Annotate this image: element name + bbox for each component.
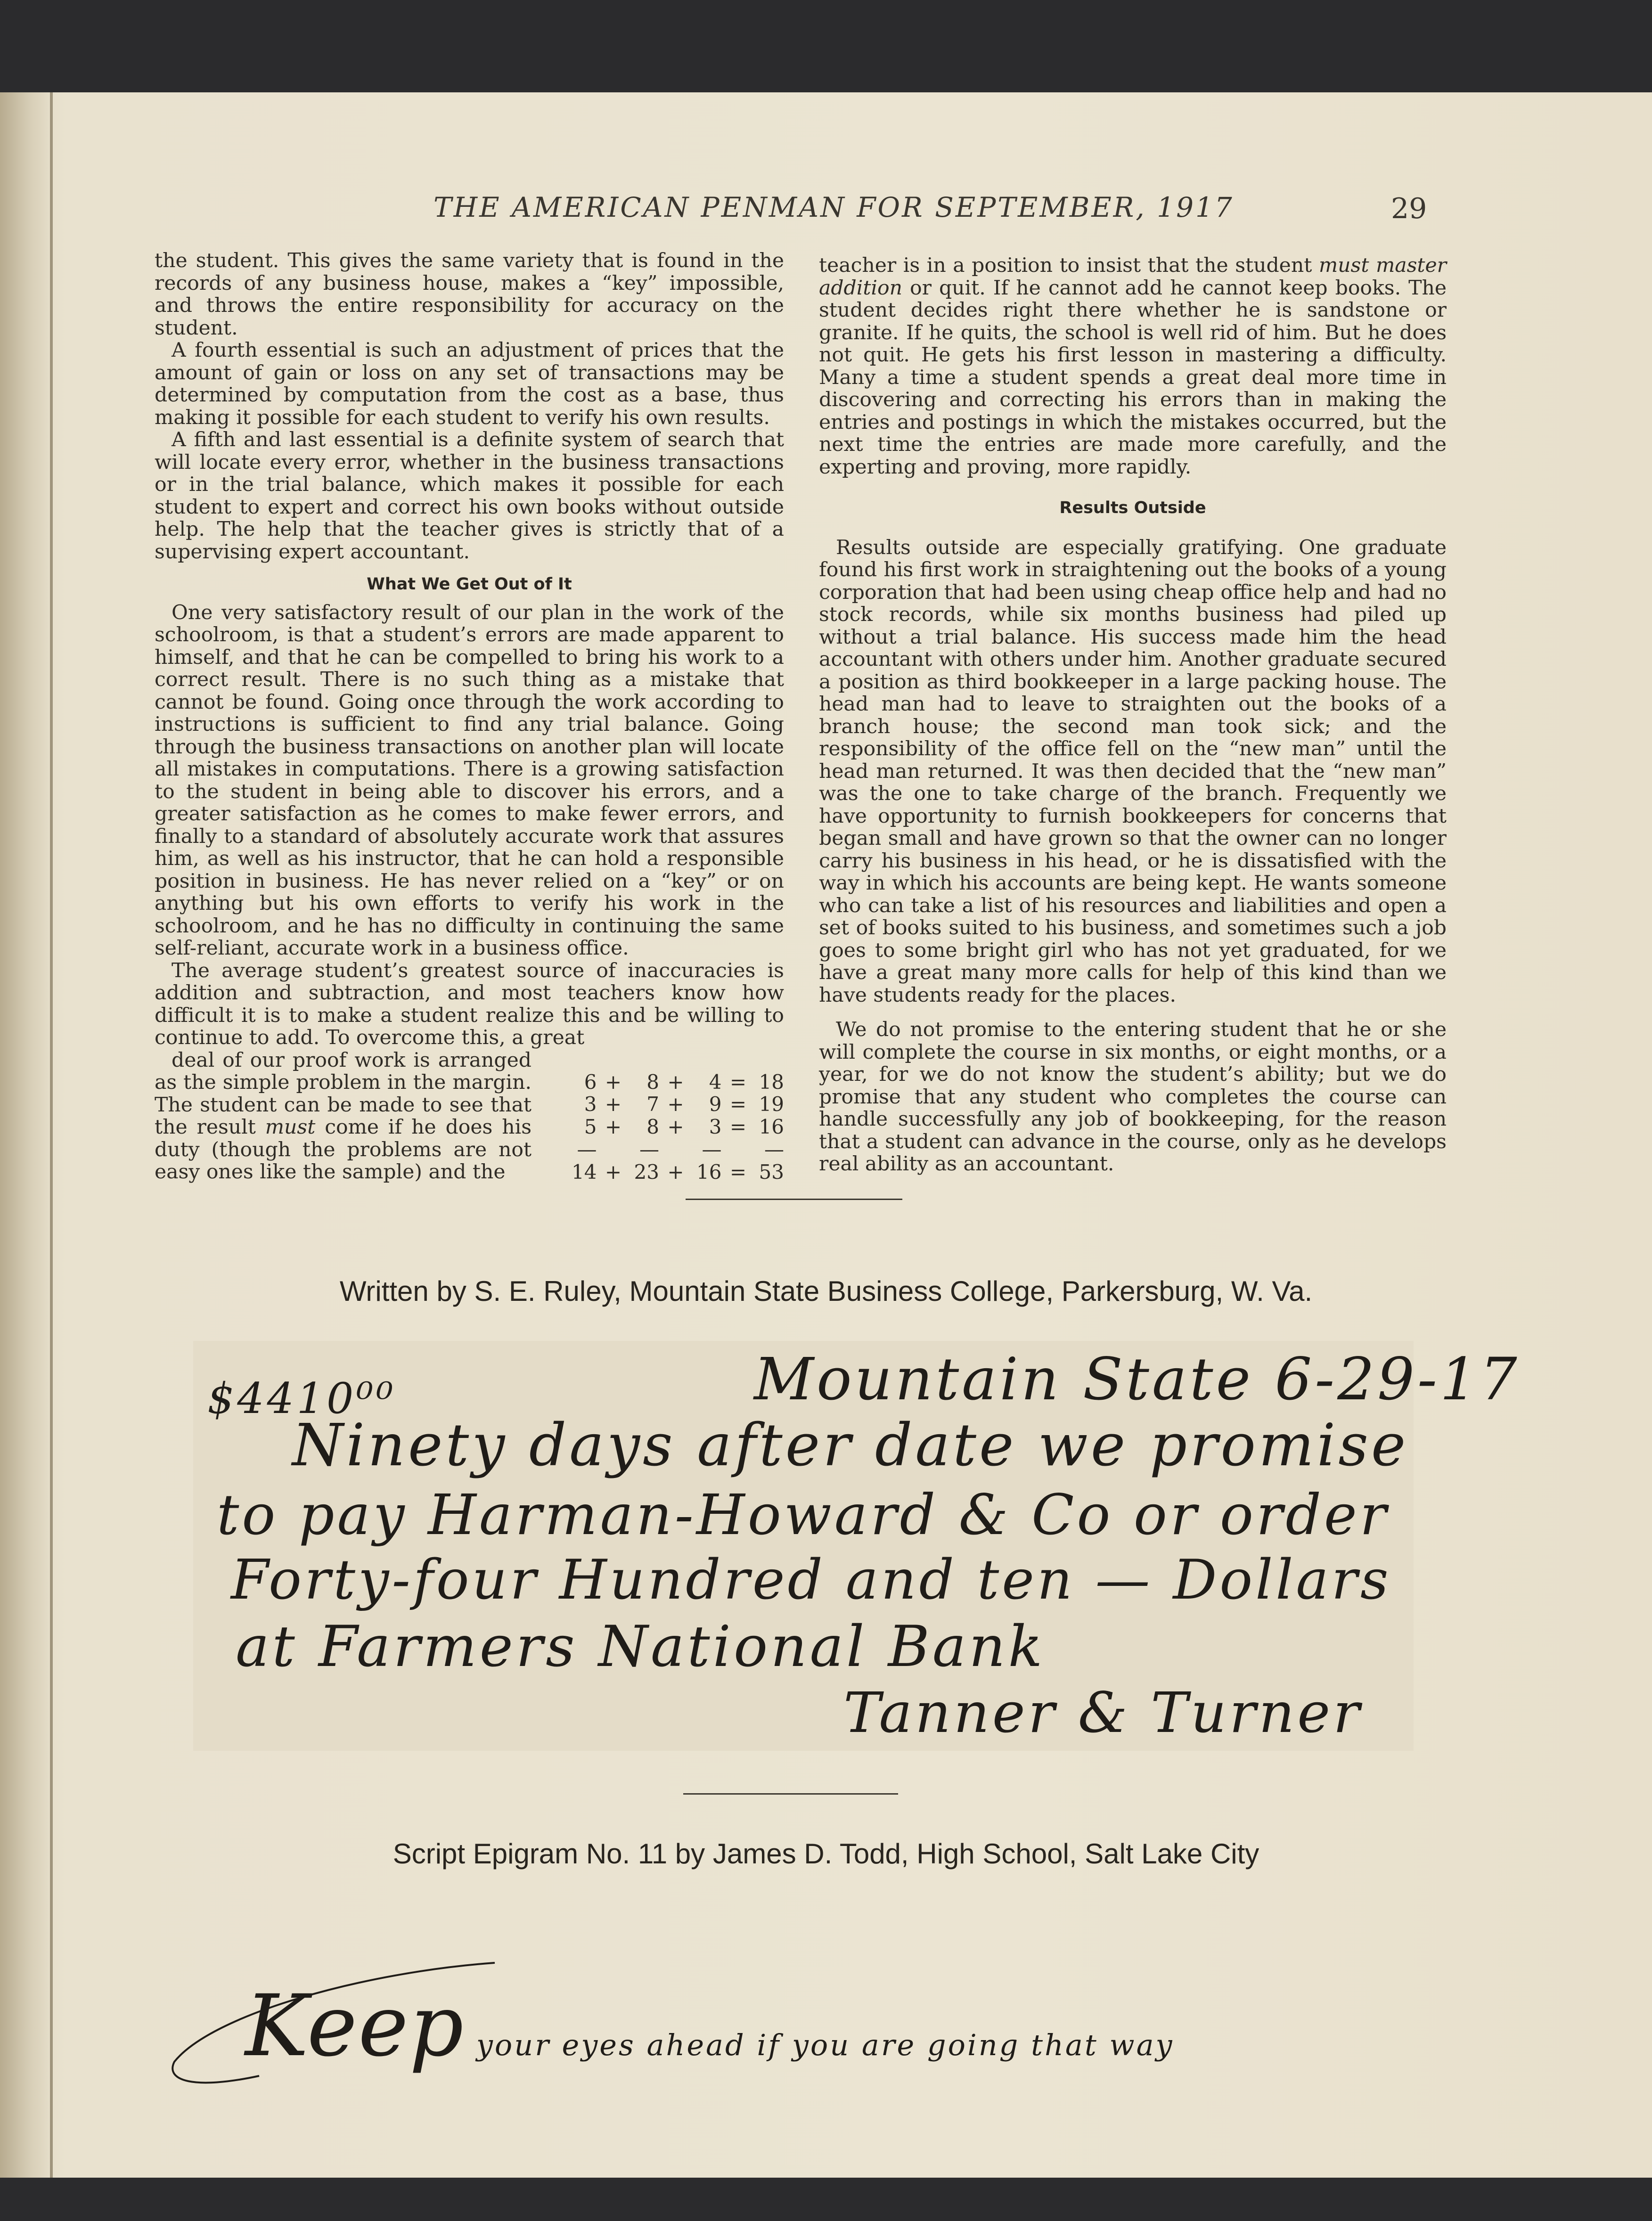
table-cell: [659, 1138, 692, 1161]
table-cell: =: [729, 1160, 747, 1184]
table-cell: =: [729, 1070, 747, 1094]
running-title: THE AMERICAN PENMAN FOR SEPTEMBER, 1917: [433, 191, 1234, 223]
table-cell: 8: [646, 1070, 659, 1094]
table-cell: —: [577, 1138, 597, 1161]
paragraph: One very satisfactory result of our plan in the work of the schoolroom, is that a student’s errors are made apparent to himself, and that he can be compelled to bring his work to a correct result. There is no such thing as a mistake that cannot be found. Going once through the work according to instructions is sufficient to find any trial balance. Going through the business transactions on another plan will locate all mistakes in computations. There is a growing satisfaction to the student in being able to discover his errors, and a greater satisfaction as he comes to make fewer errors, and finally to a standard of absolutely accurate work that assures him, as well as his instructor, that he can hold a responsible position in business. He has never relied on a “key” or on anything but his own efforts to verify his work in the schoolroom, and he has no difficulty in continuing the same self-reliant, accurate work in a business office.: [155, 601, 784, 960]
table-cell: 6: [584, 1070, 597, 1094]
table-cell: +: [667, 1093, 684, 1116]
table-cell: 9: [709, 1093, 722, 1116]
table-cell: +: [605, 1115, 622, 1139]
left-column: [155, 250, 784, 1184]
table-cell: 18: [759, 1070, 784, 1094]
table-row: [567, 1071, 784, 1094]
note-place-date: Mountain State 6-29-17: [754, 1346, 1520, 1413]
emphasis: must: [265, 1116, 316, 1139]
table-cell: 53: [759, 1160, 784, 1184]
table-cell: 3: [584, 1093, 597, 1116]
divider-rule: [686, 1199, 902, 1200]
table-row: [567, 1161, 784, 1184]
table-cell: 16: [759, 1115, 784, 1139]
section-heading: What We Get Out of It: [367, 575, 572, 594]
table-cell: +: [667, 1070, 684, 1094]
divider-rule: [683, 1793, 898, 1795]
handwritten-note-specimen: [193, 1341, 1520, 1751]
section-heading: Results Outside: [1059, 498, 1206, 517]
note-line: to pay Harman-Howard & Co or order: [217, 1482, 1390, 1547]
paragraph: A fifth and last essential is a definite system of search that will locate every error, whether in the business transactions or in the trial balance, which makes it possible for each student to expert and correct his own books without outside help. The help that the teacher gives is strictly that of a supervising expert accountant.: [155, 428, 784, 563]
page-number: 29: [1391, 192, 1427, 225]
paragraph: Results outside are especially gratifying. One graduate found his first work in straightening out the books of a young corporation that had been using cheap office help and had no stock records, while six months business had piled up without a trial balance. His success made him the head accountant with others under him. Another graduate secured a position as third bookkeeper in a large packing house. The head man had to leave to straighten out the books of a branch house; the second man took sick; and the responsibility of the office fell on the “new man” until the head man returned. It was then decided that the “new man” was the one to take charge of the branch. Frequently we have opportunity to furnish bookkeepers for concerns that began small and have grown so that the owner can no longer carry his business in his head, or he is dissatisfied with the way in which his accounts are being kept. He wants someone who can take a list of his resources and liabilities and open a set of books suited to his business, and sometimes such a job goes to some bright girl who has not yet graduated, for we have a great many more calls for help of this kind than we have students ready for the places.: [819, 536, 1447, 1007]
emphasis: must master addition: [819, 254, 1447, 300]
table-cell: 4: [709, 1070, 722, 1094]
table-cell: —: [764, 1138, 784, 1161]
right-column: [819, 254, 1447, 1176]
specimen-caption: Written by S. E. Ruley, Mountain State Business College, Parkersburg, W. Va.: [339, 1275, 1313, 1307]
table-row: [567, 1093, 784, 1116]
table-cell: +: [605, 1070, 622, 1094]
text-run: come if he does his duty (though the problems are not easy ones like the sample) and the: [155, 1116, 532, 1184]
paragraph-gap: [819, 1006, 1447, 1019]
table-cell: 14: [572, 1160, 597, 1184]
table-cell: 16: [696, 1160, 722, 1184]
epigram-first-word: Keep: [245, 1977, 465, 2075]
note-signature: Tanner & Turner: [843, 1680, 1363, 1745]
note-line: Ninety days after date we promise: [292, 1412, 1409, 1479]
table-cell: 8: [646, 1115, 659, 1139]
table-row: [567, 1138, 784, 1161]
epigram-rest: your eyes ahead if you are going that way: [476, 2028, 1174, 2062]
paragraph: A fourth essential is such an adjustment of prices that the amount of gain or loss on any set of transactions may be determined by computation from the cost as a base, thus making it possible for each student to verify his own results.: [155, 339, 784, 429]
table-cell: 19: [759, 1093, 784, 1116]
table-cell: =: [729, 1093, 747, 1116]
table-cell: [722, 1138, 755, 1161]
table-cell: 3: [709, 1115, 722, 1139]
paragraph: the student. This gives the same variety that is found in the records of any business house, makes a “key” impossible, and throws the entire responsibility for accuracy on the student.: [155, 249, 784, 340]
problem-block: [155, 1049, 784, 1184]
text-run: or quit. If he cannot add he cannot keep books. The student decides right there whether he is sandstone or granite. If he quits, the school is well rid of him. But he does not quit. He gets his first lesson in mastering a difficulty. Many a time a student spends a great deal more time in discovering and correcting his errors than in making the entries and postings in which the mistakes occurred, but the next time the entries are made more carefully, and the experting and proving, more rapidly.: [819, 276, 1447, 479]
magazine-page: [0, 92, 1652, 2178]
table-cell: +: [605, 1160, 622, 1184]
epigram-caption: Script Epigram No. 11 by James D. Todd, High School, Salt Lake City: [393, 1838, 1259, 1870]
epigram-text: [245, 1977, 1174, 2075]
problem-text: [155, 1049, 532, 1184]
paragraph: [155, 1049, 532, 1184]
text-run: teacher is in a position to insist that the student: [819, 254, 1319, 277]
note-amount: $4410⁰⁰: [207, 1374, 396, 1423]
table-cell: —: [639, 1138, 659, 1161]
paragraph: The average student’s greatest source of inaccuracies is addition and subtraction, and most teachers know how difficult it is to make a student realize this and be willing to continue to add. To overcome this, a great: [155, 959, 784, 1049]
table-cell: [597, 1138, 630, 1161]
table-cell: +: [605, 1093, 622, 1116]
note-line: Forty-four Hundred and ten — Dollars: [231, 1548, 1391, 1612]
table-cell: +: [667, 1160, 684, 1184]
table-cell: +: [667, 1115, 684, 1139]
table-cell: 23: [634, 1160, 659, 1184]
addition-proof-table: [567, 1071, 784, 1184]
table-cell: 7: [646, 1093, 659, 1116]
table-cell: =: [729, 1115, 747, 1139]
paragraph: We do not promise to the entering student that he or she will complete the course in six months, or eight months, or a year, for we do not know the student’s ability; but we do promise that any student who completes the course can handle successfully any job of bookkeeping, for the reason that a student can advance in the course, only as he develops real ability as an accountant.: [819, 1018, 1447, 1176]
text-run: deal of our proof work is arranged as the simple problem in the margin. The student can be made to see that the result: [155, 1048, 532, 1139]
paragraph: [819, 254, 1447, 478]
table-cell: 5: [584, 1115, 597, 1139]
note-line: at Farmers National Bank: [236, 1614, 1046, 1680]
table-cell: —: [702, 1138, 722, 1161]
table-row: [567, 1116, 784, 1138]
